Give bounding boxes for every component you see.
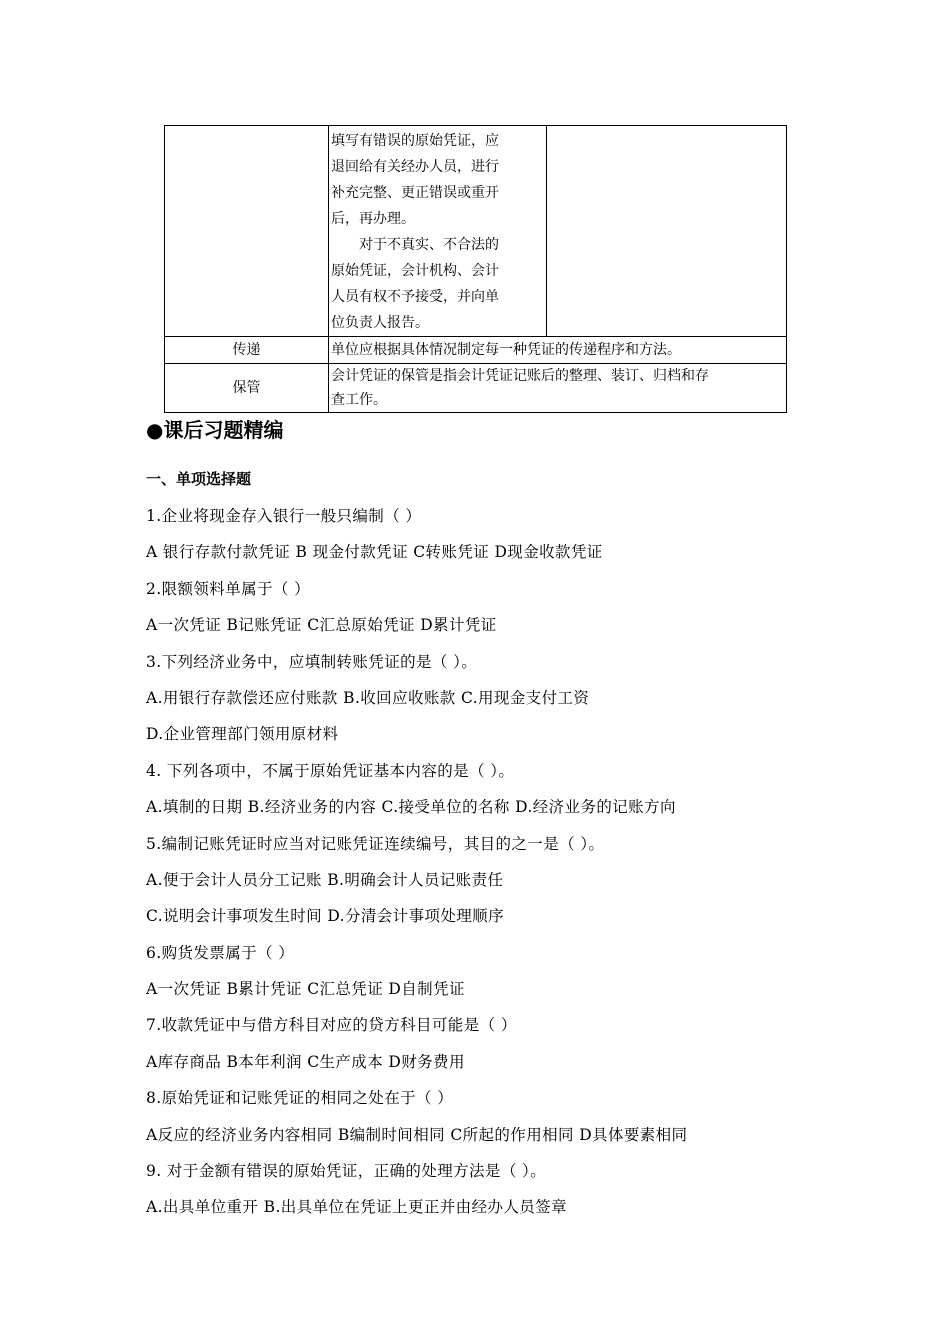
review-line: 人员有权不予接受，并向单 <box>331 289 499 305</box>
options-line: A一次凭证 B记账凭证 C汇总原始凭证 D累计凭证 <box>146 616 497 635</box>
question-line: 1.企业将现金存入银行一般只编制（ ） <box>146 507 422 525</box>
options-line: A库存商品 B本年利润 C生产成本 D财务费用 <box>146 1052 465 1071</box>
table-row-storage <box>165 364 787 413</box>
review-line: 补充完整、更正错误或重开 <box>331 185 499 201</box>
table-cell-label-transfer: 传递 <box>165 337 329 364</box>
section-title: 一、单项选择题 <box>146 470 252 488</box>
question-line: 2.限额领料单属于（ ） <box>146 579 311 598</box>
question-line: 6.购货发票属于（ ） <box>146 943 295 962</box>
options-line: A反应的经济业务内容相同 B编制时间相同 C所起的作用相同 D具体要素相同 <box>146 1125 688 1144</box>
table-cell-label-empty <box>165 126 329 337</box>
options-line: A.出具单位重开 B.出具单位在凭证上更正并由经办人员签章 <box>146 1198 567 1217</box>
review-line: 填写有错误的原始凭证，应 <box>331 133 499 149</box>
question-line: 3.下列经济业务中，应填制转账凭证的是（ ）。 <box>146 652 478 671</box>
options-line: C.说明会计事项发生时间 D.分清会计事项处理顺序 <box>146 907 504 926</box>
question-line: 8.原始凭证和记账凭证的相同之处在于（ ） <box>146 1089 454 1108</box>
options-line: D.企业管理部门领用原材料 <box>146 725 339 744</box>
storage-line: 会计凭证的保管是指会计凭证记账后的整理、装订、归档和存 <box>331 368 709 384</box>
table-cell-label-storage: 保管 <box>165 364 329 413</box>
table-row-transfer <box>165 337 787 364</box>
table-row-review <box>165 126 787 337</box>
question-line: 7.收款凭证中与借方科目对应的贷方科目可能是（ ） <box>146 1016 517 1035</box>
options-line: A.用银行存款偿还应付账款 B.收回应收账款 C.用现金支付工资 <box>146 688 590 707</box>
review-line: 位负责人报告。 <box>331 315 429 331</box>
review-line: 原始凭证，会计机构、会计 <box>331 263 499 279</box>
options-line: A 银行存款付款凭证 B 现金付款凭证 C转账凭证 D现金收款凭证 <box>146 543 603 562</box>
question-line: 9. 对于金额有错误的原始凭证，正确的处理方法是（ ）。 <box>146 1162 547 1181</box>
voucher-table <box>164 125 787 413</box>
review-line: 后，再办理。 <box>331 211 415 227</box>
question-line: 4. 下列各项中，不属于原始凭证基本内容的是（ ）。 <box>146 761 515 780</box>
question-line: 5.编制记账凭证时应当对记账凭证连续编号，其目的之一是（ ）。 <box>146 834 605 853</box>
table-cell-transfer-text: 单位应根据具体情况制定每一种凭证的传递程序和方法。 <box>329 337 787 364</box>
options-line: A一次凭证 B累计凭证 C汇总凭证 D自制凭证 <box>146 980 465 999</box>
review-line: 对于不真实、不合法的 <box>359 237 499 253</box>
question-list <box>146 498 846 1226</box>
table-cell-review-text <box>329 126 547 337</box>
options-line: A.填制的日期 B.经济业务的内容 C.接受单位的名称 D.经济业务的记账方向 <box>146 798 676 817</box>
table-cell-storage-text <box>329 364 787 413</box>
options-line: A.便于会计人员分工记账 B.明确会计人员记账责任 <box>146 870 504 889</box>
exercise-heading: ●课后习题精编 <box>146 418 284 442</box>
storage-line: 查工作。 <box>331 392 387 408</box>
review-line: 退回给有关经办人员，进行 <box>331 159 499 175</box>
table-cell-right-empty <box>547 126 787 337</box>
